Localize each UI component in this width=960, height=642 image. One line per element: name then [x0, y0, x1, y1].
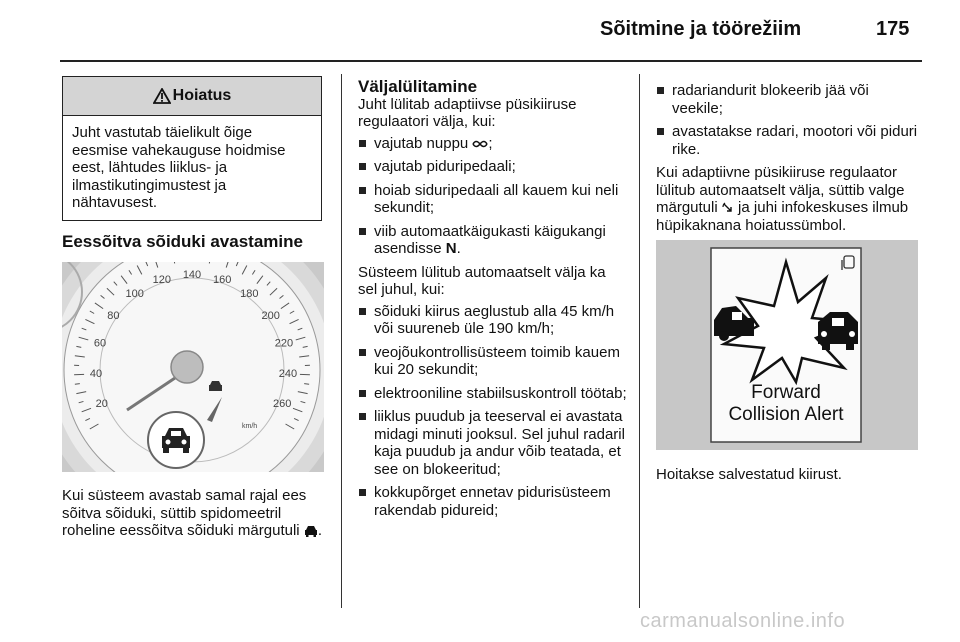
warning-box: [62, 76, 322, 221]
page-number: 175: [876, 18, 910, 40]
cruise-control-indicator-icon: [722, 202, 734, 214]
gauge-number: 120: [152, 273, 171, 286]
detection-paragraph: [62, 487, 330, 540]
gauge-number: 140: [182, 269, 202, 281]
section-deactivation: [358, 78, 628, 525]
gauge-tick: [304, 384, 309, 385]
gauge-number: 100: [125, 287, 144, 300]
page-header-title: Sõitmine ja töörežiim: [600, 18, 802, 40]
list-item: sõiduki kiirus aeglustub alla 45 km/h või suureneb üle 190 km/h;: [358, 303, 628, 338]
auto-off-list-continued: [656, 82, 922, 158]
list-item: kokkupõrget ennetav pidurisüsteem rakendab pidureid;: [358, 484, 628, 519]
gauge-number: 220: [274, 337, 294, 350]
list-item: vajutab piduripedaali;: [358, 158, 628, 176]
list-item: elektrooniline stabiilsuskontroll töötab;: [358, 385, 628, 403]
gauge-hub: [171, 351, 203, 383]
gauge-unit: km/h: [242, 423, 258, 430]
gauge-tick: [75, 384, 80, 385]
list-item: avastatakse radari, mootori või piduri rike.: [656, 123, 922, 158]
warning-symbol-paragraph: Kui adaptiivne püsikiiruse regulaator lülitub automaatselt välja, süttib valge märgutuli ja juhi infokeskuses ilmub hüpikaknana hoiatussümbol.: [656, 164, 909, 234]
forward-collision-alert-image: [656, 240, 918, 450]
list-item: hoiab siduripedaali all kauem kui neli sekundit;: [358, 182, 628, 217]
vehicle-ahead-indicator-icon: [304, 525, 318, 537]
alert-line1: Forward: [751, 382, 821, 403]
list-item: veojõukontrollisüsteem toimib kauem kui 20 sekundit;: [358, 344, 628, 379]
alert-line2: Collision Alert: [728, 404, 844, 425]
gauge-number: 160: [213, 273, 232, 286]
warning-title: Hoiatus: [172, 87, 232, 104]
section-continued: [656, 78, 922, 234]
gauge-number: 200: [261, 309, 280, 322]
cancel-cruise-icon: [472, 138, 488, 150]
list-item: viib automaatkäigukasti käigukangi asendisse N.: [358, 223, 628, 258]
warning-header: [63, 77, 321, 116]
gauge-number: 240: [278, 367, 298, 380]
list-item: vajutab nuppu ;: [358, 135, 628, 153]
speedometer-image: [62, 262, 324, 472]
list-item: radariandurit blokeerib jää või veekile;: [656, 82, 922, 117]
deactivation-intro: Juht lülitab adaptiivse püsikiiruse regulaatori välja, kui:: [358, 95, 577, 130]
watermark: carmanualsonline.info: [640, 610, 846, 632]
list-item: liiklus puudub ja teeserval ei avastata midagi minuti jooksul. Sel juhul radaril kaja puudub ja andur võib teatada, et see on blokeeritud;: [358, 408, 628, 478]
warning-text: Juht vastutab täielikult õige eesmise vahekauguse hoidmise eest, lähtudes liiklus- ja ilmastikutingimustest ja nähtavusest.: [72, 124, 286, 211]
gauge-number: 180: [240, 287, 259, 300]
column-divider: [639, 74, 640, 608]
deactivation-list: [358, 135, 628, 258]
gauge-number: 60: [93, 337, 107, 350]
gauge-number: 80: [107, 309, 120, 322]
header-rule: [60, 60, 922, 62]
footer-paragraph: Hoitakse salvestatud kiirust.: [656, 466, 842, 483]
section-detection: [62, 233, 330, 251]
section-heading: Väljalülitamine: [358, 77, 478, 96]
warning-triangle-icon: [153, 88, 171, 104]
detection-text-end: .: [317, 522, 322, 539]
section-heading: Eessõitva sõiduki avastamine: [62, 232, 303, 251]
gauge-number: 260: [273, 397, 292, 410]
gauge-number: 20: [95, 397, 108, 410]
column-divider: [341, 74, 342, 608]
auto-off-intro: Süsteem lülitub automaatselt välja ka sel juhul, kui:: [358, 263, 606, 298]
detection-text: Kui süsteem avastab samal rajal ees sõitva sõiduki, süttib spidomeetril roheline eessõitva sõiduki märgutuli: [62, 487, 307, 539]
gauge-number: 40: [89, 367, 103, 380]
auto-off-list: [358, 303, 628, 520]
